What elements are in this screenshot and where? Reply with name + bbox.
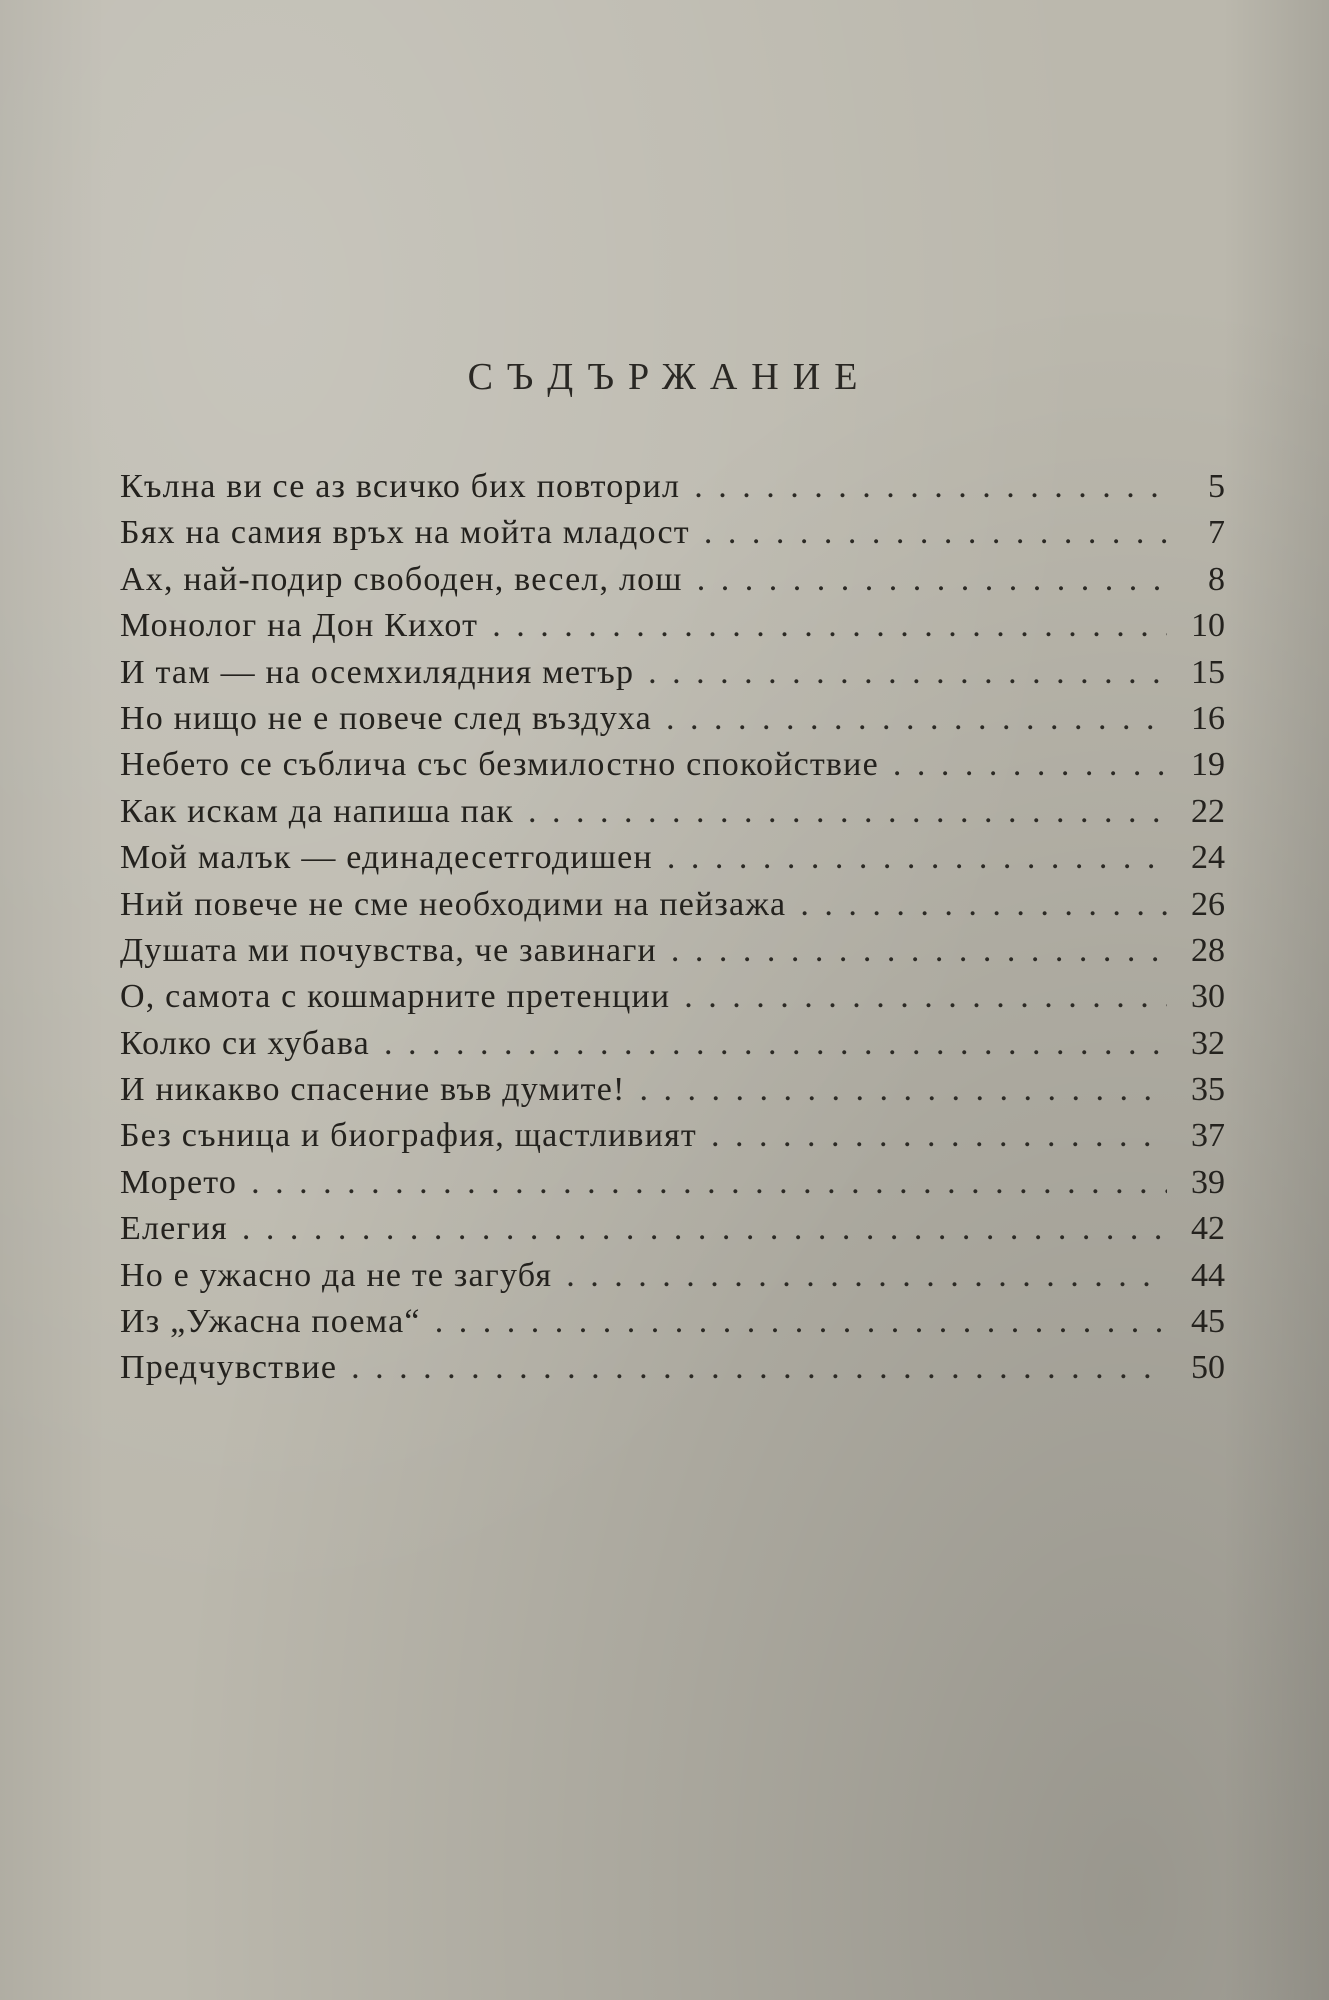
dot-leader	[800, 886, 1167, 924]
toc-entry	[120, 886, 1225, 932]
toc-entry-title: Предчувствие	[120, 1349, 338, 1387]
toc-entry-title: Небето се съблича със безмилостно спокойствие	[120, 746, 879, 784]
toc-page-number: 7	[1208, 514, 1225, 552]
toc-entry	[120, 793, 1225, 839]
toc-page-number: 37	[1191, 1117, 1225, 1155]
toc-entry-title: Елегия	[120, 1210, 228, 1248]
toc-page-number: 24	[1191, 839, 1225, 877]
toc-page-number: 15	[1191, 653, 1225, 691]
toc-page-number: 19	[1191, 746, 1225, 784]
table-of-contents	[120, 468, 1225, 1396]
dot-leader	[671, 932, 1167, 970]
toc-page-number: 22	[1191, 792, 1225, 830]
toc-page-number: 5	[1208, 468, 1225, 505]
dot-leader	[667, 839, 1167, 877]
toc-entry-title: Бях на самия връх на мойта младост	[120, 514, 690, 552]
toc-page-number: 10	[1191, 607, 1225, 645]
toc-entry	[120, 978, 1225, 1024]
toc-page-number: 16	[1191, 699, 1225, 737]
toc-entry	[120, 468, 1225, 514]
toc-entry	[120, 746, 1225, 792]
dot-leader	[566, 1257, 1167, 1295]
toc-page-number: 35	[1191, 1071, 1225, 1109]
toc-entry-title: Ах, най-подир свободен, весел, лош	[120, 560, 683, 598]
toc-entry-title: Колко си хубава	[120, 1024, 370, 1062]
toc-entry	[120, 1025, 1225, 1071]
toc-entry	[120, 1210, 1225, 1256]
toc-entry	[120, 839, 1225, 885]
toc-entry	[120, 607, 1225, 653]
dot-leader	[694, 468, 1167, 506]
toc-entry-title: О, самота с кошмарните претенции	[120, 978, 671, 1016]
dot-leader	[435, 1303, 1167, 1341]
dot-leader	[648, 654, 1167, 692]
toc-entry-title: Но е ужасно да не те загубя	[120, 1256, 553, 1294]
toc-entry	[120, 700, 1225, 746]
dot-leader	[492, 607, 1167, 645]
toc-entry	[120, 1257, 1225, 1303]
dot-leader	[640, 1071, 1167, 1109]
dot-leader	[251, 1164, 1167, 1202]
toc-page-number: 45	[1191, 1303, 1225, 1341]
toc-entry	[120, 514, 1225, 560]
dot-leader	[684, 978, 1167, 1016]
dot-leader	[711, 1117, 1167, 1155]
toc-page-number: 42	[1191, 1210, 1225, 1248]
toc-entry-title: И там — на осемхилядния метър	[120, 653, 635, 691]
toc-entry	[120, 1071, 1225, 1117]
toc-entry-title: Монолог на Дон Кихот	[120, 607, 479, 645]
toc-page-number: 50	[1191, 1349, 1225, 1387]
toc-entry	[120, 932, 1225, 978]
dot-leader	[697, 561, 1167, 599]
toc-entry-title: Как искам да напиша пак	[120, 792, 515, 830]
toc-entry-title: Ний повече не сме необходими на пейзажа	[120, 885, 787, 923]
dot-leader	[242, 1210, 1167, 1248]
toc-entry	[120, 654, 1225, 700]
toc-page-number: 26	[1191, 885, 1225, 923]
dot-leader	[893, 746, 1167, 784]
toc-page-number: 44	[1191, 1256, 1225, 1294]
toc-entry-title: Мой малък — единадесетгодишен	[120, 839, 653, 877]
toc-entry-title: Без съница и биография, щастливият	[120, 1117, 697, 1155]
dot-leader	[351, 1349, 1167, 1387]
dot-leader	[704, 514, 1167, 552]
toc-entry-title: Душата ми почувства, че завинаги	[120, 931, 657, 969]
dot-leader	[666, 700, 1167, 738]
toc-page-number: 32	[1191, 1024, 1225, 1062]
toc-entry	[120, 1164, 1225, 1210]
toc-entry	[120, 1303, 1225, 1349]
toc-entry-title: Но нищо не е повече след въздуха	[120, 699, 652, 737]
toc-entry-title: Морето	[120, 1163, 238, 1201]
toc-entry	[120, 561, 1225, 607]
toc-entry-title: И никакво спасение във думите!	[120, 1071, 626, 1109]
toc-page-number: 8	[1208, 560, 1225, 598]
toc-entry	[120, 1349, 1225, 1395]
toc-page-number: 30	[1191, 978, 1225, 1016]
dot-leader	[384, 1025, 1167, 1063]
toc-page-number: 28	[1191, 931, 1225, 969]
toc-entry	[120, 1117, 1225, 1163]
toc-entry-title: Из „Ужасна поема“	[120, 1303, 421, 1341]
page-title: СЪДЪРЖАНИЕ	[467, 356, 872, 398]
dot-leader	[528, 793, 1167, 831]
toc-page-number: 39	[1191, 1163, 1225, 1201]
toc-entry-title: Кълна ви се аз всичко бих повторил	[120, 468, 681, 505]
